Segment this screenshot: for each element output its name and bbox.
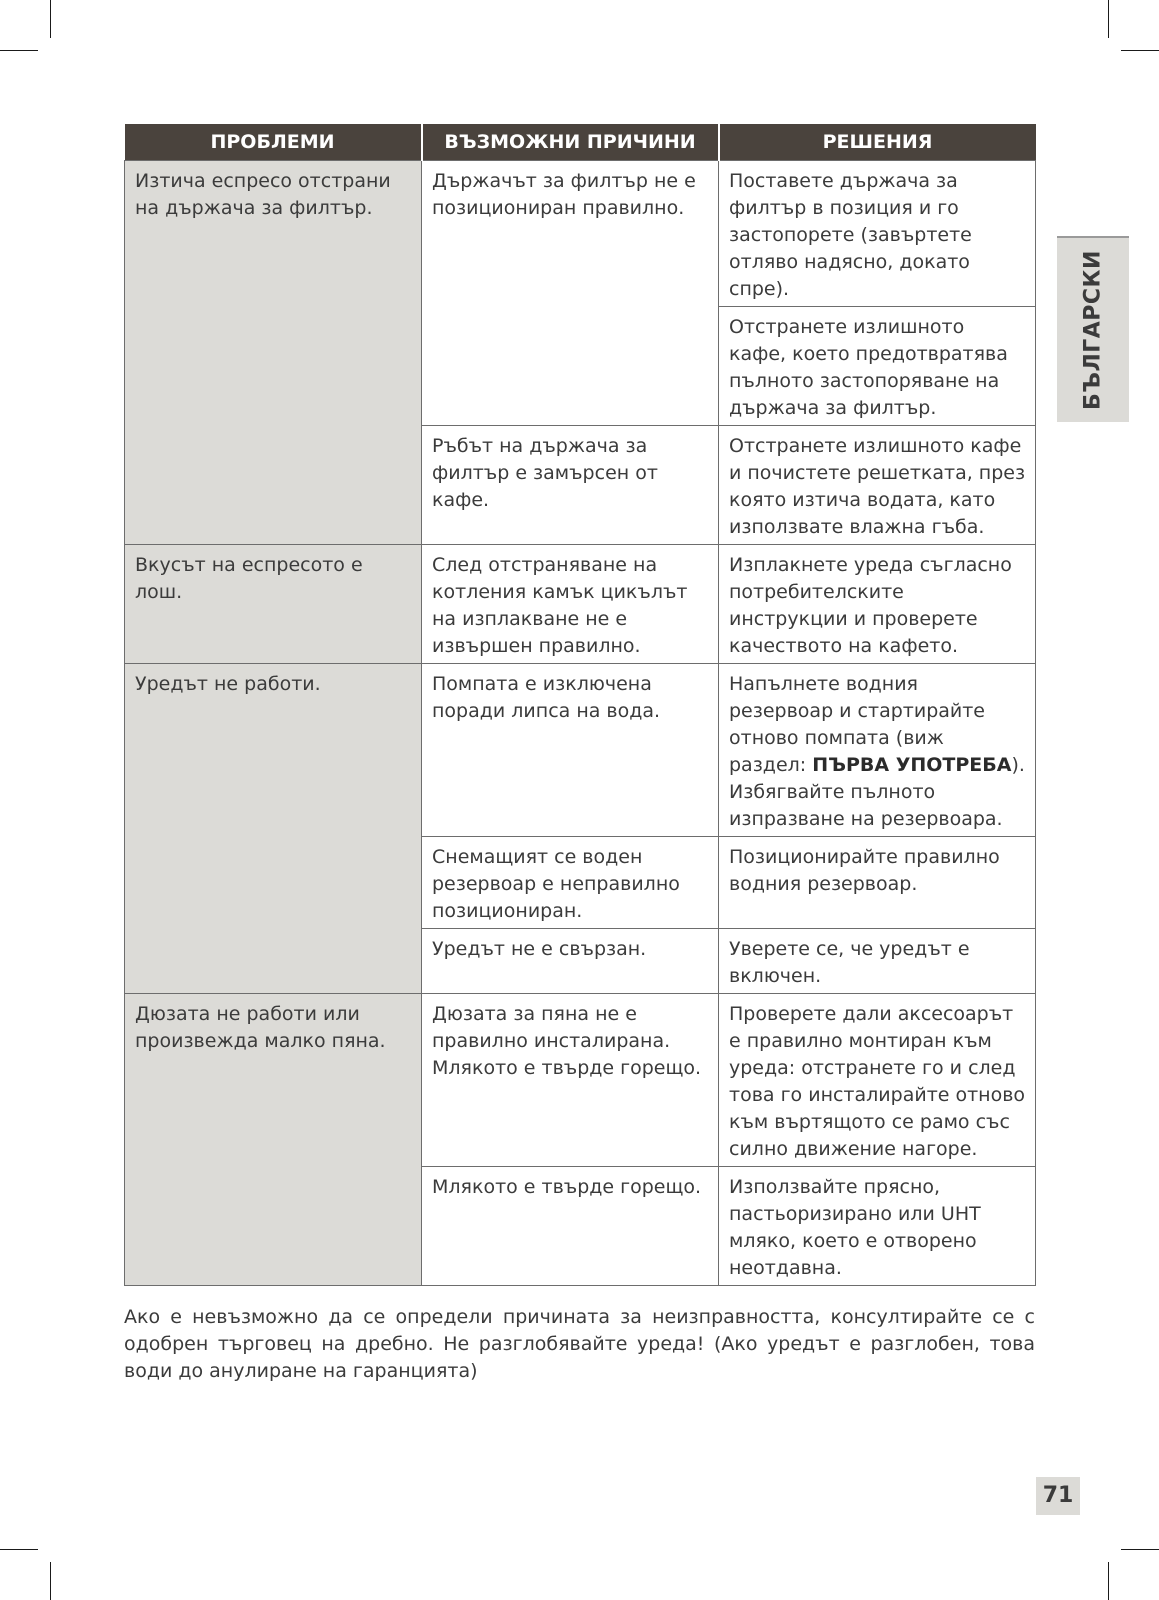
language-tab-label: БЪЛГАРСКИ <box>1080 250 1106 410</box>
solution-cell: Изплакнете уреда съгласно потребителските инструкции и проверете качеството на кафето. <box>719 545 1036 664</box>
crop-mark <box>50 1562 51 1600</box>
section-reference: ПЪРВА УПОТРЕБА <box>812 754 1012 776</box>
cause-cell: Ръбът на държача за филтър е замърсен от кафе. <box>422 426 719 545</box>
crop-mark <box>1121 1549 1159 1550</box>
solution-cell: Проверете дали аксесоарът е правилно монтиран към уреда: отстранете го и след това го инсталирайте отново към въртящото се рамо със силно движение нагоре. <box>719 994 1036 1167</box>
problem-cell: Уредът не работи. <box>125 664 422 994</box>
crop-mark <box>50 0 51 38</box>
cause-cell: Държачът за филтър не е позициониран правилно. <box>422 161 719 426</box>
header-solutions: РЕШЕНИЯ <box>719 124 1036 161</box>
header-problems: ПРОБЛЕМИ <box>125 124 422 161</box>
solution-cell <box>719 664 1036 837</box>
table-row <box>125 545 1036 664</box>
crop-mark <box>0 50 38 51</box>
cause-cell: Млякото е твърде горещо. <box>422 1167 719 1286</box>
solution-text: ). Избягвайте пълното изпразване на резервоара. <box>729 754 1025 830</box>
page-number: 71 <box>1036 1477 1080 1515</box>
solution-cell: Отстранете излишното кафе, което предотвратява пълното застопоряване на държача за филтър. <box>719 307 1036 426</box>
footer-note: Ако е невъзможно да се определи причината за неизправността, консултирайте се с одобрен търговец на дребно. Не разглобявайте уреда! (Ако уредът е разглобен, това води до анулиране на гаранцията) <box>124 1306 1035 1382</box>
header-causes: ВЪЗМОЖНИ ПРИЧИНИ <box>422 124 719 161</box>
solution-cell: Уверете се, че уредът е включен. <box>719 929 1036 994</box>
cause-cell: След отстраняване на котления камък цикълът на изплакване не е извършен правилно. <box>422 545 719 664</box>
troubleshooting-table <box>124 124 1036 1286</box>
table-row <box>125 161 1036 307</box>
table-header-row <box>125 124 1036 161</box>
solution-cell: Позиционирайте правилно водния резервоар. <box>719 837 1036 929</box>
problem-cell: Вкусът на еспресото е лош. <box>125 545 422 664</box>
crop-mark <box>0 1549 38 1550</box>
cause-cell: Уредът не е свързан. <box>422 929 719 994</box>
problem-cell: Изтича еспресо отстрани на държача за филтър. <box>125 161 422 545</box>
table-row <box>125 994 1036 1167</box>
solution-cell: Отстранете излишното кафе и почистете решетката, през която изтича водата, като използвате влажна гъба. <box>719 426 1036 545</box>
cause-cell: Помпата е изключена поради липса на вода. <box>422 664 719 837</box>
crop-mark <box>1108 0 1109 38</box>
cause-cell: Снемащият се воден резервоар е неправилно позициониран. <box>422 837 719 929</box>
cause-cell: Дюзата за пяна не е правилно инсталирана. Млякото е твърде горещо. <box>422 994 719 1167</box>
crop-mark <box>1121 50 1159 51</box>
solution-text: Напълнете водния резервоар и стартирайте отново помпата (виж раздел: <box>729 673 985 776</box>
solution-cell: Поставете държача за филтър в позиция и го застопорете (завъртете отляво надясно, докато спре). <box>719 161 1036 307</box>
solution-cell: Използвайте прясно, пастьоризирано или UHT мляко, което е отворено неотдавна. <box>719 1167 1036 1286</box>
problem-cell: Дюзата не работи или произвежда малко пяна. <box>125 994 422 1286</box>
crop-mark <box>1108 1562 1109 1600</box>
language-tab <box>1057 236 1129 422</box>
table-row <box>125 664 1036 837</box>
